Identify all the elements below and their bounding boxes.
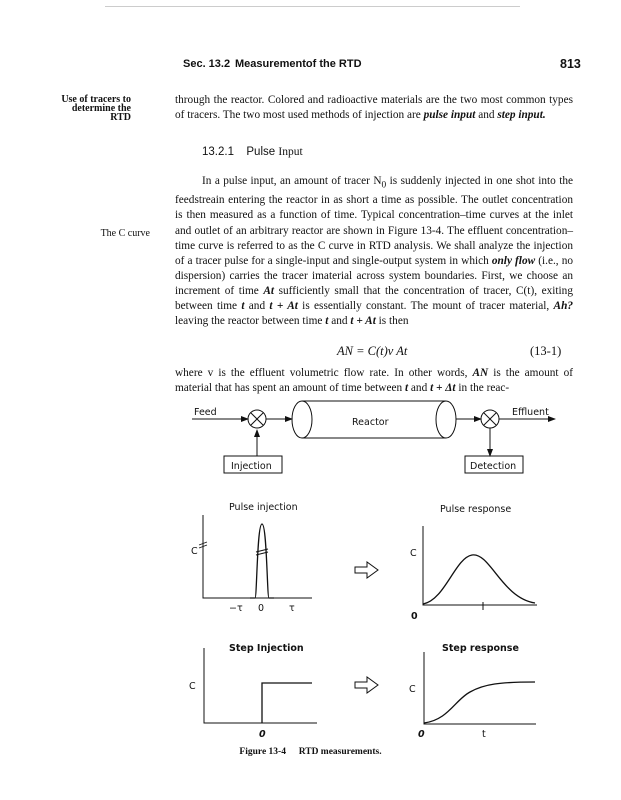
- step-hollow-arrow: [355, 677, 378, 693]
- page-number: 813: [560, 57, 581, 71]
- step-injection-axes: [204, 648, 317, 723]
- subsection-title-rest: Input: [278, 146, 303, 158]
- pulse-injection-title: Pulse injection: [229, 502, 298, 513]
- emphasis-run: AN: [472, 367, 489, 379]
- emphasis-run: only flow: [491, 254, 536, 267]
- pulse-response-c-label: C: [410, 548, 417, 559]
- text-run: is suddenly injected in one shot into the feedstreain entering the reactor in as short a time as possible. The outlet concentration is then measured as a function of time. Typical concentration–time curves at the inlet and outlet of an arbitrary reactor are shown in Figure 13-4. The effluent concentration–time curve is referred to as the C curve in RTD analysis. We shall analyze the injection of a tracer pulse for a single-input and single-output system in which: [175, 175, 574, 267]
- text-run: in the reac-: [455, 382, 510, 395]
- step-injection-title: Step Injection: [229, 643, 304, 654]
- tick-tau: τ: [289, 603, 295, 614]
- pulse-hollow-arrow: [355, 562, 378, 578]
- emphasis-run: t: [241, 300, 245, 312]
- pulse-response-title: Pulse response: [440, 504, 512, 515]
- injection-label: Injection: [231, 461, 272, 472]
- step-response-zero: 0: [418, 729, 425, 740]
- figure-caption: [0, 747, 621, 757]
- emphasis-run: step input.: [497, 109, 546, 122]
- reactor-label: Reactor: [352, 417, 389, 428]
- step-injection-c-label: C: [189, 681, 196, 692]
- text-run: leaving the reactor between time: [175, 315, 326, 328]
- emphasis-run: t: [325, 315, 329, 328]
- detection-label: Detection: [470, 461, 517, 472]
- text-run: and: [475, 109, 498, 122]
- subsection-number: 13.2.1: [202, 146, 234, 158]
- caption-label: Figure 13-4: [239, 747, 286, 757]
- text-run: where v is the effluent volumetric flow rate. In other words,: [175, 367, 473, 379]
- pulse-response-curve: [423, 555, 535, 604]
- text-run: and: [408, 382, 431, 395]
- tick-neg-tau: −τ: [229, 603, 243, 614]
- text-run: (i.e., no dispersion) carries the tracer imaterial across system boundaries. First, we choose an increment of time: [175, 254, 573, 297]
- running-header-section: Sec. 13.2: [183, 58, 231, 70]
- pulse-injection-curve: [250, 524, 274, 598]
- text-run: is then: [375, 315, 409, 328]
- text-run: sufficiently small that the concentration of tracer, C(t), exiting between time: [175, 284, 573, 312]
- effluent-label: Effluent: [512, 407, 549, 418]
- subscript-run: 0: [381, 180, 387, 191]
- text-run: and: [244, 300, 270, 312]
- margin-note-c-curve: The C curve: [100, 228, 150, 239]
- emphasis-run: Ah?: [553, 300, 573, 312]
- equation-number: (13-1): [530, 344, 562, 358]
- pulse-injection-c-label: C: [191, 546, 198, 557]
- emphasis-run: At: [263, 284, 275, 297]
- feed-label: Feed: [194, 407, 217, 418]
- tick-zero: 0: [258, 603, 265, 614]
- pulse-response-zero: 0: [411, 611, 418, 622]
- step-injection-curve: [262, 683, 312, 723]
- emphasis-run: t + At: [350, 315, 376, 328]
- margin-note-tracers: Use of tracers to determine the RTD: [61, 94, 131, 123]
- emphasis-run: t + At: [269, 300, 298, 312]
- text-run: is the amount of material that has spent an amount of time between: [175, 367, 573, 395]
- text-run: In a pulse input, an amount of tracer N: [202, 175, 382, 187]
- text-run: and: [328, 315, 351, 328]
- emphasis-run: t + Δt: [430, 382, 456, 395]
- step-response-c-label: C: [409, 684, 416, 695]
- caption-text: RTD measurements.: [298, 747, 382, 757]
- step-response-t-label: t: [482, 729, 486, 740]
- text-run: is essentially constant. The mount of tracer material,: [297, 300, 554, 312]
- running-header-title: Measurementof the RTD: [235, 58, 362, 70]
- subsection-title: Pulse: [246, 146, 276, 158]
- step-injection-zero: 0: [259, 729, 266, 740]
- emphasis-run: pulse input: [423, 109, 476, 122]
- emphasis-run: t: [404, 382, 409, 395]
- step-response-title: Step response: [442, 643, 519, 654]
- step-response-curve: [424, 682, 535, 723]
- text-run: through the reactor. Colored and radioactive materials are the two most common types of tracers. The two most used methods of injection are: [175, 94, 573, 122]
- equation-13-1: AN = C(t)v At: [337, 344, 408, 358]
